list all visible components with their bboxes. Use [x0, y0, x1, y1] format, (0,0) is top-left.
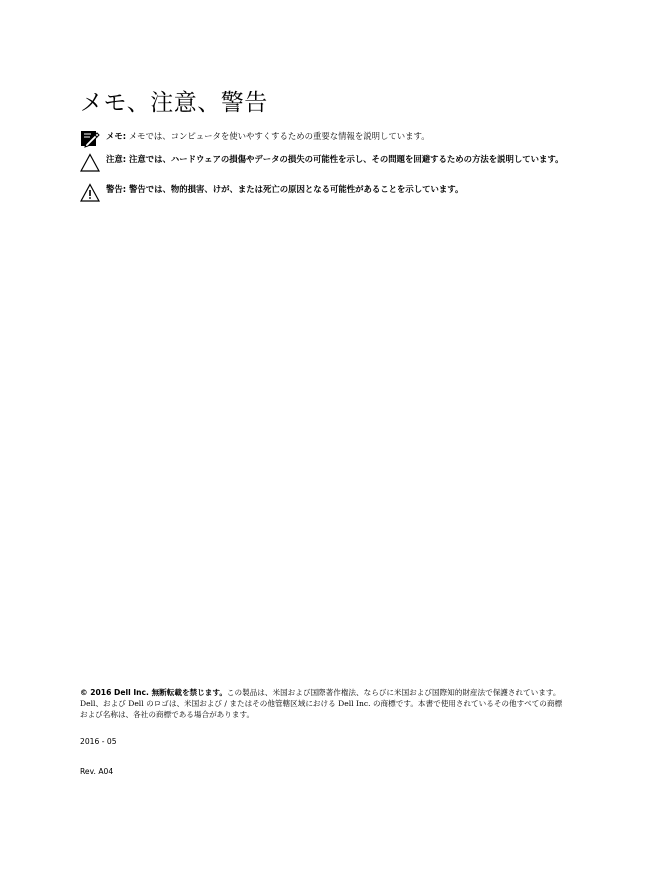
caution-triangle-icon [80, 153, 100, 173]
copyright-body: この製品は、米国および国際著作権法、ならびに米国および国際知的財産法で保護されています。Dell、および Dell のロゴは、米国および / またはその他管轄区域における Dell Inc. の商標です。本書で使用されているその他すべての商標および名称は、各社の商標である場合があります。 [80, 688, 563, 719]
warning-text [106, 183, 570, 195]
publication-date: 2016 - 05 [80, 737, 117, 746]
warning-triangle-icon [80, 183, 100, 203]
revision-number: Rev. A04 [80, 767, 114, 776]
copyright-heading: © 2016 Dell Inc. 無断転載を禁じます。 [80, 688, 227, 697]
note-body: メモでは、コンピュータを使いやすくするための重要な情報を説明しています。 [126, 131, 430, 141]
warning-label: 警告: [106, 184, 127, 194]
note-notice [80, 130, 570, 142]
note-text [106, 130, 570, 142]
copyright-notice [80, 687, 564, 720]
caution-text [106, 153, 570, 165]
note-label: メモ: [106, 131, 127, 141]
pencil-note-icon [80, 130, 100, 150]
warning-notice [80, 183, 570, 195]
caution-notice [80, 153, 570, 165]
caution-body: 注意では、ハードウェアの損傷やデータの損失の可能性を示し、その問題を回避するための方法を説明しています。 [126, 154, 564, 164]
caution-label: 注意: [106, 154, 127, 164]
page-title: メモ、注意、警告 [80, 90, 268, 116]
warning-body: 警告では、物的損害、けが、または死亡の原因となる可能性があることを示しています。 [126, 184, 464, 194]
